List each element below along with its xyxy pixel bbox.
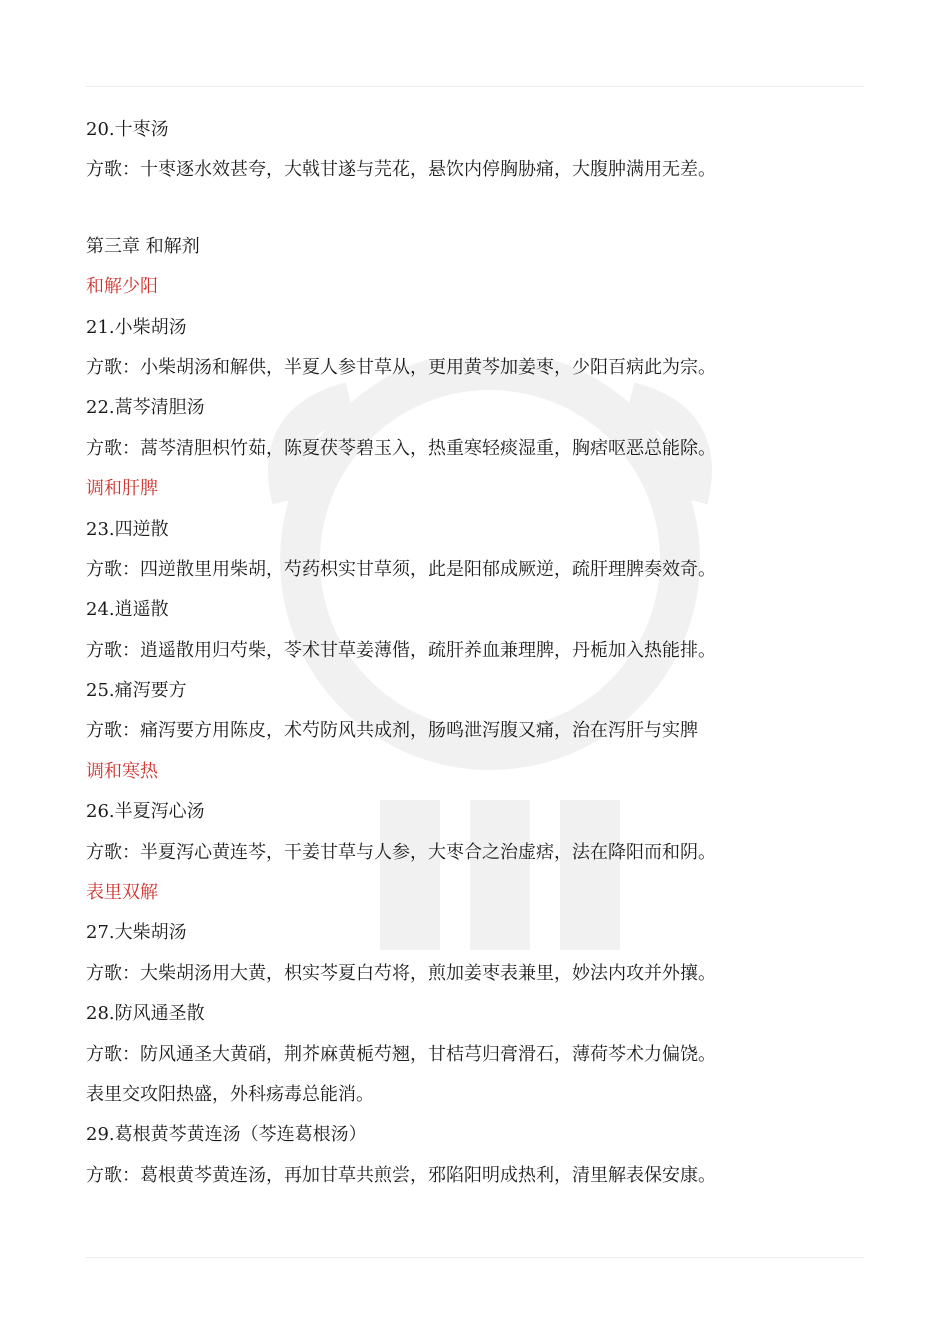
formula-title: 20.十枣汤: [86, 119, 169, 140]
formula-title: 28.防风通圣散: [86, 1003, 205, 1025]
formula-song: 方歌：半夏泻心黄连芩，干姜甘草与人参，大枣合之治虚痞，法在降阳而和阴。: [86, 841, 716, 863]
section-heading: 和解少阳: [86, 276, 158, 298]
formula-song: 方歌：防风通圣大黄硝，荆芥麻黄栀芍翘，甘桔芎归膏滑石，薄荷芩术力偏饶。: [86, 1043, 716, 1065]
top-rule: [86, 86, 864, 87]
formula-title: 21.小柴胡汤: [86, 316, 187, 338]
formula-song: 方歌：小柴胡汤和解供，半夏人参甘草从，更用黄芩加姜枣，少阳百病此为宗。: [86, 356, 716, 378]
formula-title: 27.大柴胡汤: [86, 922, 187, 944]
formula-title: 24.逍遥散: [86, 599, 169, 621]
section-heading: 表里双解: [86, 882, 158, 904]
formula-song: 方歌：十枣逐水效甚夸，大戟甘遂与芫花，悬饮内停胸胁痛，大腹肿满用无差。: [86, 159, 716, 181]
formula-song: 方歌：葛根黄芩黄连汤，再加甘草共煎尝，邪陷阳明成热利，清里解表保安康。: [86, 1164, 716, 1186]
formula-song: 方歌：蒿芩清胆枳竹茹，陈夏茯苓碧玉入，热重寒轻痰湿重，胸痞呕恶总能除。: [86, 437, 716, 459]
formula-title: 26.半夏泻心汤: [86, 801, 205, 823]
section-heading: 调和肝脾: [86, 478, 158, 500]
formula-song: 方歌：四逆散里用柴胡，芍药枳实甘草须，此是阳郁成厥逆，疏肝理脾奏效奇。: [86, 558, 716, 580]
paragraph-gap: [86, 191, 866, 227]
formula-song: 方歌：痛泻要方用陈皮，术芍防风共成剂，肠鸣泄泻腹又痛，治在泻肝与实脾: [86, 720, 698, 742]
formula-song: 方歌：大柴胡汤用大黄，枳实芩夏白芍将，煎加姜枣表兼里，妙法内攻并外攘。: [86, 962, 716, 984]
formula-title: 25.痛泻要方: [86, 680, 187, 702]
section-heading: 调和寒热: [86, 760, 158, 782]
formula-title: 22.蒿芩清胆汤: [86, 397, 205, 419]
bottom-rule: [86, 1257, 864, 1258]
formula-title: 29.葛根黄芩黄连汤（芩连葛根汤）: [86, 1124, 367, 1146]
document-body: [86, 110, 866, 1196]
formula-song: 方歌：逍遥散用归芍柴，苓术甘草姜薄偕，疏肝养血兼理脾，丹栀加入热能排。: [86, 639, 716, 661]
formula-song-continued: 表里交攻阳热盛，外科疡毒总能消。: [86, 1083, 374, 1105]
chapter-title: 第三章 和解剂: [86, 235, 200, 257]
formula-title: 23.四逆散: [86, 518, 169, 540]
